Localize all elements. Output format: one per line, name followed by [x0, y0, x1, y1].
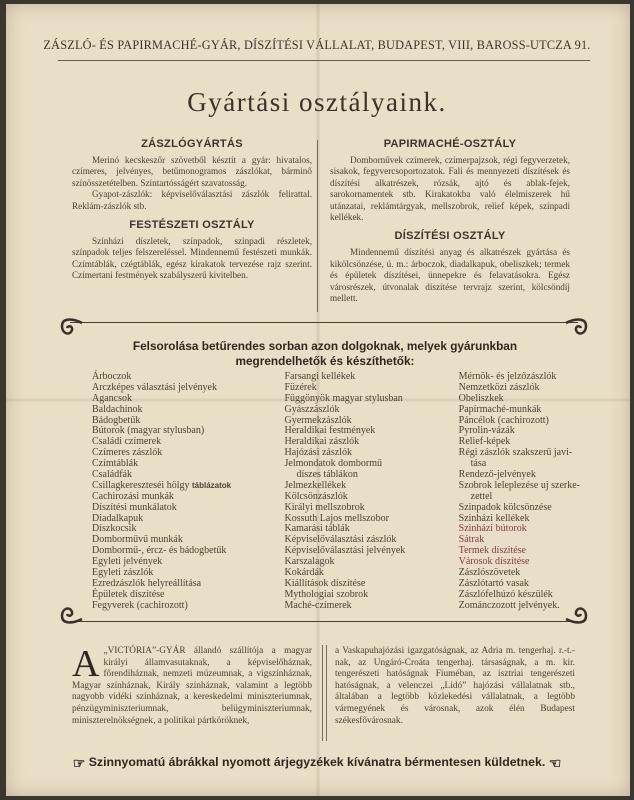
- list-item-text: Pyrolin-vázák: [458, 425, 515, 437]
- list-item-text: Árboczok: [92, 371, 132, 382]
- list-item-text: Zászlótartó vasak: [458, 577, 529, 589]
- list-item-text: Páncélok (cachirozott): [458, 414, 549, 426]
- section-heading: ZÁSZLÓGYÁRTÁS: [141, 138, 243, 150]
- list-heading-line: Felsorolása betűrendes sorban azon dolgoknak, melyek gyárunkban: [132, 339, 518, 353]
- list-item-text: Dombormű-, ércz- és bádogbetűk: [92, 545, 227, 557]
- list-item-text: Gyermekzászlók: [284, 414, 352, 426]
- list-item-text: Szobrok leleplezése uj szerke-: [458, 479, 580, 491]
- pointing-hand-right-icon: ☞: [72, 754, 86, 771]
- footer-text: Szinnyomatú ábrákkal nyomott árjegyzékek kívánatra bérmentesen küldetnek.: [88, 755, 546, 769]
- list-column-1: [92, 372, 231, 612]
- column-divider: [317, 140, 318, 312]
- list-item-text: zettel: [470, 490, 493, 502]
- list-item-text: Gyászzászlók: [284, 403, 340, 415]
- column-divider: [322, 645, 327, 741]
- list-item-text: Kölcsönzászlók: [284, 490, 348, 502]
- footer-note: [0, 754, 634, 771]
- list-item-text: Termek díszítése: [458, 545, 526, 557]
- list-item-text: Relief-képek: [458, 436, 511, 448]
- list-item-text: Maché-czímerek: [284, 599, 352, 611]
- list-item-text: Kokárdák: [284, 567, 324, 579]
- list-item-text: Karszalagok: [284, 556, 335, 568]
- section-text: Színházi díszletek, színpadok, színpadi részletek, színpadok teljes felszereléssel. Mindennemű festészeti munkák. Czímtáblák, czégtáblák, egész kirakatok tervezése rajz szerint. Czímertani festmények szabályszerű kivitelben.: [72, 236, 312, 281]
- list-item-text: Fegyverek (cachirozott): [92, 599, 188, 611]
- list-item-text: Jelmondatok dombormű: [284, 458, 382, 470]
- section-text: Gyapot-zászlók: képviselőválasztási zászlók felirattal. Reklám-zászlók stb.: [72, 189, 312, 211]
- clients-text: „VICTÓRIA”-GYÁR állandó szállítója a magyar királyi államvasutaknak, a képviselőháznak, főrendiháznak, nemzeti múzeumnak, a vigszínháznak, Magyar színháznak, Király színháznak, valamint a legtöbb nagyobb vidéki színháznak, a kereskedelmi miniszteriumnak, pénzügyminiszteriumnak, belügyminiszteriumnak, miniszterelnökségnek, a politikai pártköröknek,: [72, 646, 312, 726]
- list-item-text: Agancsok: [92, 392, 132, 404]
- ornament-curl-icon: [564, 312, 590, 342]
- list-item: [92, 601, 231, 612]
- list-item-text: Csillagkereszteséi hölgy: [92, 479, 190, 491]
- list-item-text: Füzérek: [284, 381, 317, 393]
- list-item-text: Domborművű munkák: [92, 534, 183, 546]
- list-column-3: [459, 372, 580, 612]
- list-item-text: díszes táblákon: [296, 469, 358, 481]
- list-item-text: Nemzetközi zászlók: [458, 381, 540, 393]
- list-item-text: Kamarási táblák: [284, 523, 350, 535]
- list-item-text: Királyi mellszobrok: [284, 501, 365, 513]
- list-item-text: Papírmaché-munkák: [458, 403, 542, 415]
- list-item-text: Szinházi kellékek: [458, 512, 530, 524]
- list-item-text: Bádogbetűk: [92, 414, 141, 426]
- list-item-text: Heraldikai festmények: [284, 425, 376, 437]
- list-item-text: Heraldikai zászlók: [284, 436, 360, 448]
- list-item-text: Kiállítások díszítése: [284, 577, 366, 589]
- list-item-text: Bútorok (magyar stylusban): [92, 425, 205, 437]
- list-item-text: Mérnök- és jelzőzászlók: [458, 371, 557, 382]
- section-text: Mindennemű díszítési anyag és alkatrészek gyártása és kikölcsönzése, ú. m.: árboczok, diadalkapuk, obeliszkek; termek és épületek díszítései, ünnepekre és felavatásokra. Egész városrészek, útvonalak díszítése tervrajz szerint, kölcsöndíj mellett.: [330, 247, 570, 304]
- list-item-text: Zászlószövetek: [458, 567, 521, 579]
- list-item-text: Szinházi bútorok: [458, 523, 527, 535]
- list-item-text: Sátrak: [458, 534, 485, 546]
- list-item: [284, 601, 405, 612]
- drop-cap: A: [72, 643, 100, 685]
- ornament-curl-icon: [58, 600, 84, 630]
- list-heading: [80, 339, 570, 369]
- section-text: Dombornűvek czímerek, czímerpajzsok, régi fegyverzetek, sisakok, fegyvercsoportozatok. Fali és mennyezeti díszítések és díszítési alkatrészek, rózsák, ajtó és ablak-fejek, sarokornamentek stb. Kirakatokba való élelmiszerek hű utánzatai, reklámtárgyak, mellszobrok, relief képek, színpadi kellékek.: [330, 155, 570, 223]
- list-item-text: Egyleti zászlók: [92, 567, 154, 579]
- list-item-text: Cachirozási munkák: [92, 490, 174, 502]
- list-item: [459, 601, 580, 612]
- left-column: [72, 138, 312, 289]
- list-item-text: Hajózási zászlók: [284, 447, 352, 459]
- list-item-text: Ezredzászlók helyreállítása: [92, 577, 202, 589]
- list-item-text: Régi zászlók szakszerű javi-: [458, 447, 573, 459]
- list-item-text: Czímeres zászlók: [92, 447, 163, 459]
- list-item-text: Városok díszítése: [458, 556, 530, 568]
- list-item-text: Farsangi kellékek: [284, 371, 356, 382]
- list-item-text: Diadalkapuk: [92, 512, 144, 524]
- list-item-text: Díszkocsik: [92, 523, 137, 535]
- list-item-suffix: táblázatok: [191, 480, 232, 490]
- list-item-text: Egyleti jelvények: [92, 556, 163, 568]
- right-column: [330, 138, 570, 311]
- page-title: Gyártási osztályaink.: [187, 87, 447, 117]
- list-item-text: Czímtáblák: [92, 458, 139, 470]
- list-item-text: Családfák: [92, 469, 132, 481]
- list-item-text: Képviselőválasztási zászlók: [284, 534, 397, 546]
- bottom-left-text: [72, 643, 312, 727]
- list-item-text: Épületek díszítése: [92, 588, 165, 600]
- list-item-text: Szinpadok kölcsönzése: [458, 501, 552, 513]
- ornament-curl-icon: [58, 312, 84, 342]
- section-heading: FESTÉSZETI OSZTÁLY: [129, 219, 255, 232]
- list-heading-line: megrendelhetők és készíthetők:: [235, 354, 415, 368]
- list-item-text: Függönyök magyar stylusban: [284, 392, 403, 404]
- list-item-text: Baldachinok: [92, 403, 143, 415]
- list-item-text: Családi czímerek: [92, 436, 162, 448]
- list-item-text: Obeliszkek: [458, 392, 504, 404]
- list-item-text: Díszítési munkálatok: [92, 501, 177, 513]
- section-text: Merinó kecskeszőr szövetből késztít a gyár: hivatalos, czímeres, jelvényes, betűmonogramos zászlókat, bárminő színösszetételben. Színtartósságért szavatosság.: [72, 155, 312, 188]
- list-item-text: tása: [470, 458, 487, 470]
- list-item-text: Zománczozott jelvények.: [458, 599, 560, 611]
- list-item-text: Arczképes választási jelvények: [92, 381, 217, 393]
- list-item-text: Képviselőválasztási jelvények: [284, 545, 406, 557]
- letterhead: ZÁSZLÓ- ÉS PAPIRMACHÉ-GYÁR, DÍSZÍTÉSI VÁLLALAT, BUDAPEST, VIII, BAROSS-UTCZA 91.: [43, 38, 591, 52]
- list-column-2: [284, 372, 405, 612]
- list-item-text: Kossuth Lajos mellszobor: [284, 512, 389, 524]
- list-columns: [92, 372, 580, 612]
- section-heading: DÍSZÍTÉSI OSZTÁLY: [394, 230, 506, 243]
- section-heading: PAPIRMACHÉ-OSZTÁLY: [383, 138, 517, 150]
- header-rule: [58, 60, 590, 61]
- pointing-hand-left-icon: ☜: [548, 754, 562, 771]
- list-item-text: Zászlófelhúzó készülék: [458, 588, 553, 600]
- list-item-text: Mythologiai szobrok: [284, 588, 369, 600]
- bottom-right-text: a Vaskapuhajózási igazgatóságnak, az Adria m. tengerhaj. r.-t.-nak, az Ungáró-Croáta tengerhaj. társaságnak, a m. kir. tengerészeti hatóságnak Fiuméban, az isztriai tengerészeti hatóságnak, a velenczei „Lidó” hajózási vállalatnak stb., általában a legtöbb közlekedési vállalatnak, a legtöbb vármegyének és városnak, azok élén Budapest székesfővárosnak.: [335, 646, 575, 726]
- list-item-text: Jelmezkellékek: [284, 479, 347, 491]
- list-item-text: Rendező-jelvények: [458, 469, 536, 481]
